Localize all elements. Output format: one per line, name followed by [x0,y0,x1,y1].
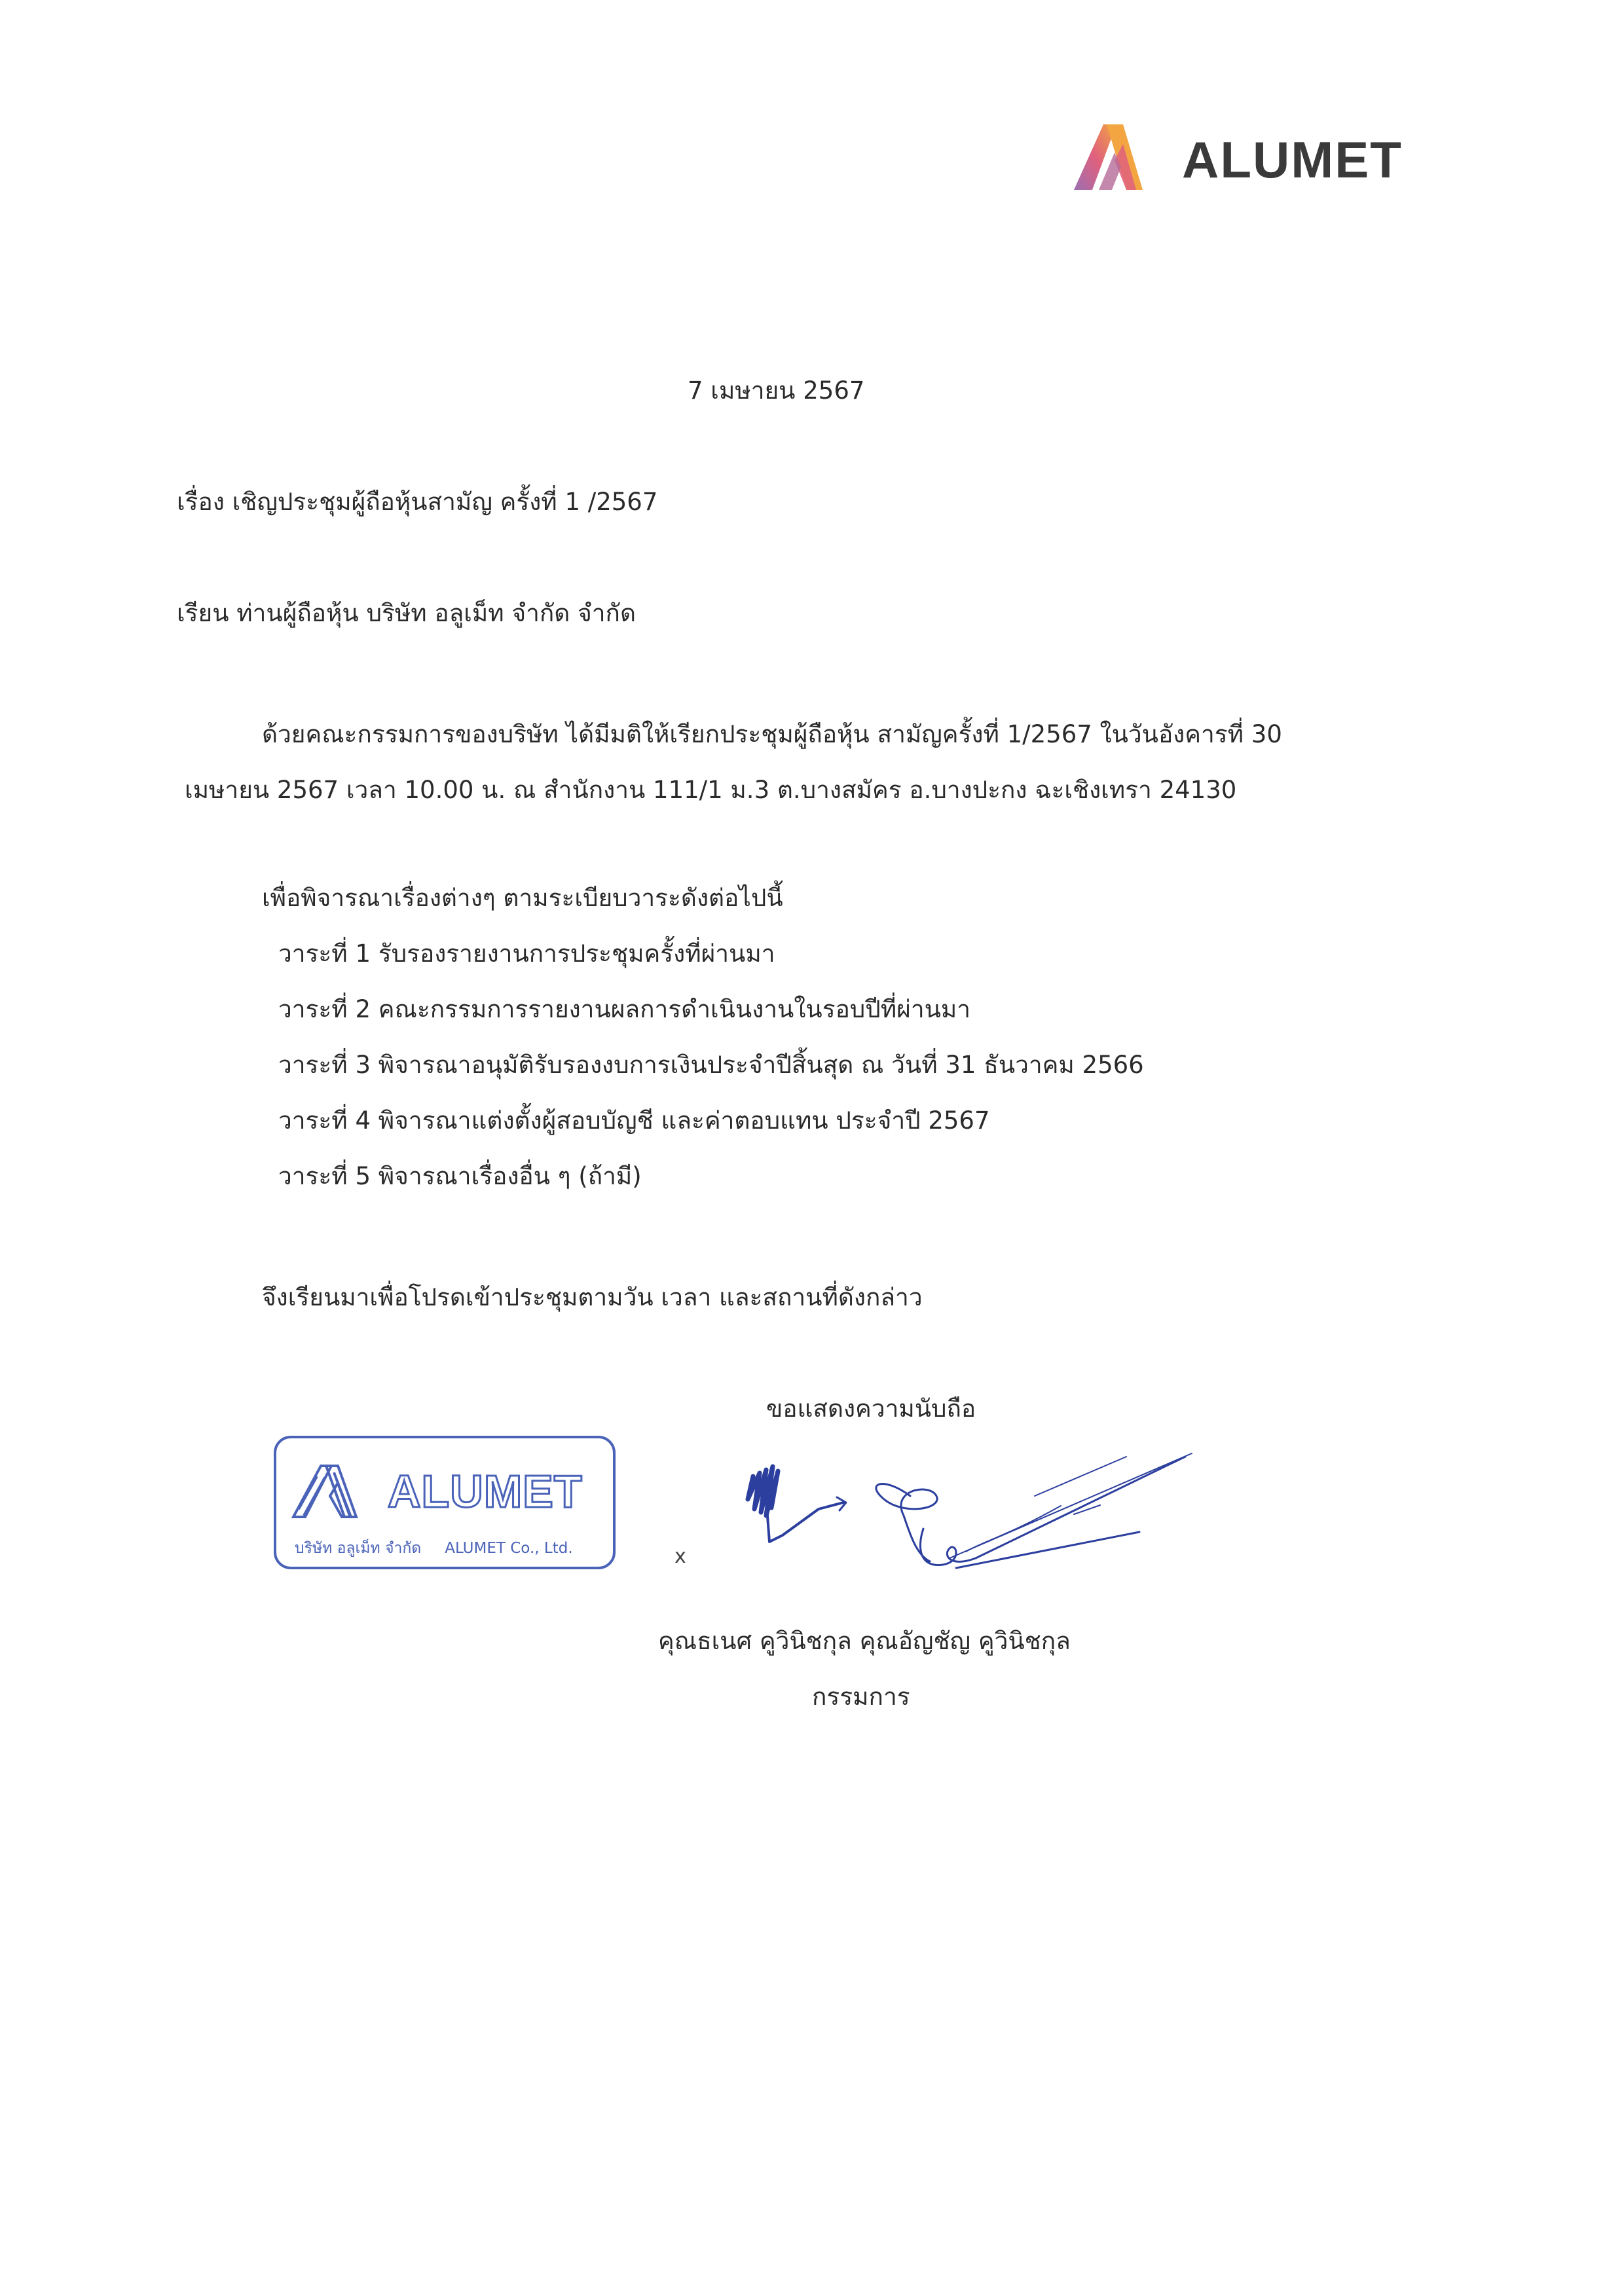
closing-line: จึงเรียนมาเพื่อโปรดเข้าประชุมตามวัน เวลา และสถานที่ดังกล่าว [262,1283,923,1311]
complimentary-close: ขอแสดงความนับถือ [766,1394,976,1423]
agenda-intro: เพื่อพิจารณาเรื่องต่างๆ ตามระเบียบวาระดังต่อไปนี้ [262,884,783,912]
stamp-company-names [295,1537,573,1560]
agenda-item: วาระที่ 1 รับรองรายงานการประชุมครั้งที่ผ่านมา [278,939,775,968]
stamp-thai-name: บริษัท อลูเม็ท จำกัด [295,1540,422,1557]
company-stamp [274,1436,616,1569]
agenda-item: วาระที่ 2 คณะกรรมการรายงานผลการดำเนินงานในรอบปีที่ผ่านมา [278,995,971,1023]
stamp-logo-icon [291,1463,382,1520]
agenda-item: วาระที่ 3 พิจารณาอนุมัติรับรองงบการเงินประจำปีสิ้นสุด ณ วันที่ 31 ธันวาคม 2566 [278,1051,1144,1079]
stamp-english-name: ALUMET Co., Ltd. [445,1540,573,1557]
agenda-item: วาระที่ 5 พิจารณาเรื่องอื่น ๆ (ถ้ามี) [278,1162,642,1190]
signatory-title: กรรมการ [812,1683,910,1711]
handwritten-signature [668,1437,1211,1607]
alumet-logo-mark [1074,121,1172,193]
signatory-names: คุณธเนศ คูวินิชกุล คุณอัญชัญ คูวินิชกุล [658,1627,1071,1655]
body-line: ด้วยคณะกรรมการของบริษัท ได้มีมติให้เรียกประชุมผู้ถือหุ้น สามัญครั้งที่ 1/2567 ในวันอังคารที่ 30 [262,720,1282,748]
letter-date: 7 เมษายน 2567 [688,376,865,405]
logo-wordmark: ALUMET [1182,131,1403,189]
signature-mark: x [674,1545,686,1568]
stamp-wordmark: ALUMET [388,1466,583,1517]
agenda-item: วาระที่ 4 พิจารณาแต่งตั้งผู้สอบบัญชี และค่าตอบแทน ประจำปี 2567 [278,1106,990,1135]
letter-recipient: เรียน ท่านผู้ถือหุ้น บริษัท อลูเม็ท จำกัด จำกัด [177,599,636,627]
body-line: เมษายน 2567 เวลา 10.00 น. ณ สำนักงาน 111/1 ม.3 ต.บางสมัคร อ.บางปะกง ฉะเชิงเทรา 24130 [185,776,1237,804]
company-logo [1074,121,1401,193]
letter-subject: เรื่อง เชิญประชุมผู้ถือหุ้นสามัญ ครั้งที่ 1 /2567 [177,488,658,516]
